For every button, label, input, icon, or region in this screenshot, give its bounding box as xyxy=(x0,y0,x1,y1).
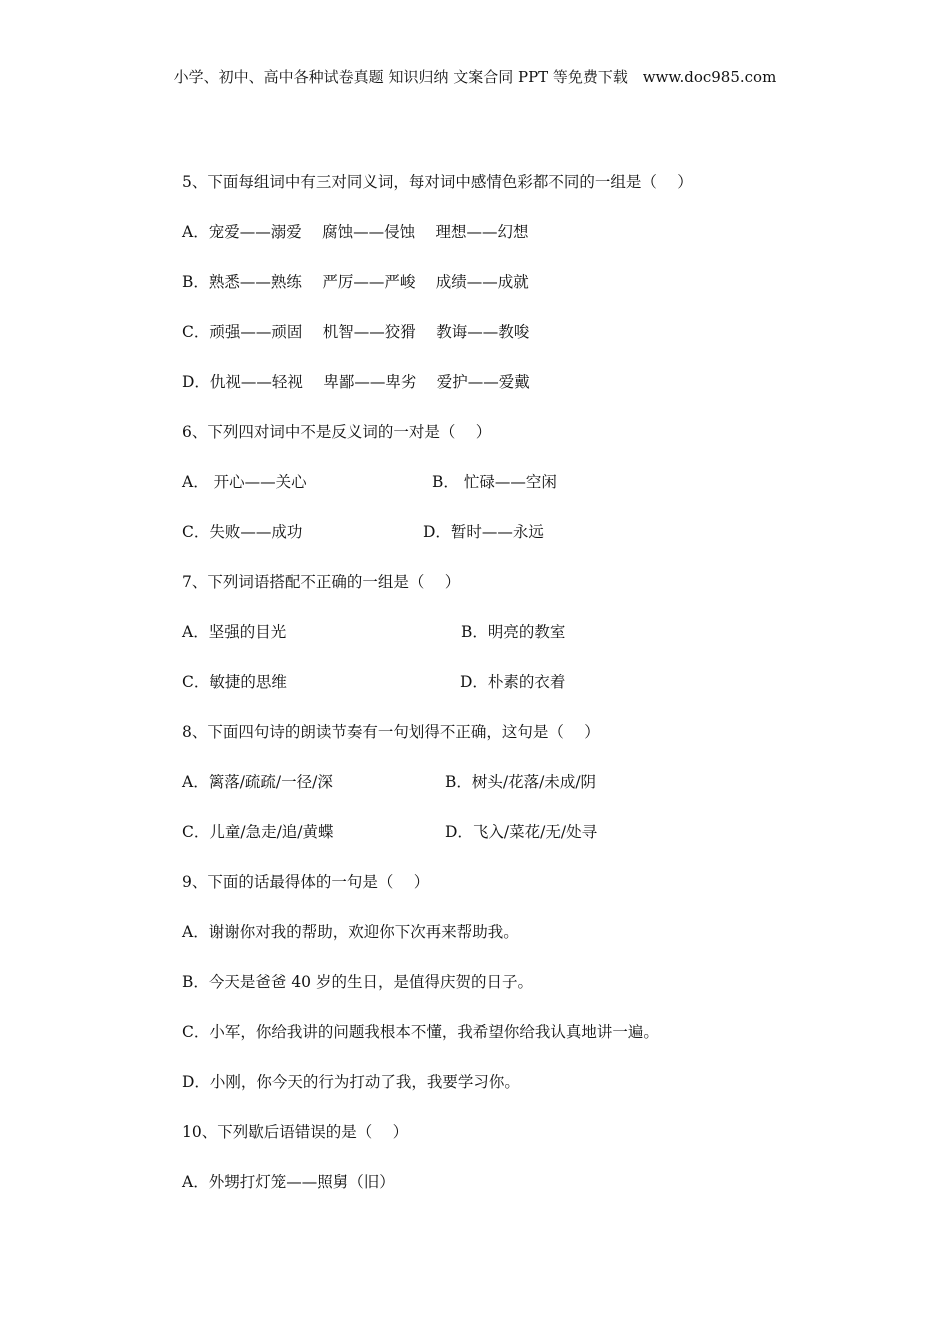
option-d: D．暂时——永远 xyxy=(423,523,544,541)
option-row xyxy=(182,770,902,820)
option-c: C．失败——成功 xyxy=(182,523,303,541)
option-a: A．谢谢你对我的帮助，欢迎你下次再来帮助我。 xyxy=(182,923,519,941)
option-b: B．今天是爸爸 40 岁的生日，是值得庆贺的日子。 xyxy=(182,973,533,991)
question-list xyxy=(182,170,902,1220)
header-url[interactable]: www.doc985.com xyxy=(642,68,777,86)
option-a: A．坚强的目光 xyxy=(182,623,287,641)
option-a: A．篱落/疏疏/一径/深 xyxy=(182,773,333,791)
option-c: C．儿童/急走/追/黄蝶 xyxy=(182,823,334,841)
option-row xyxy=(182,820,902,870)
option-c: C．顽强——顽固 机智——狡猾 教诲——教唆 xyxy=(182,323,530,341)
question-stem: 5、下面每组词中有三对同义词，每对词中感情色彩都不同的一组是（ ） xyxy=(182,173,693,191)
option-row xyxy=(182,670,902,720)
option-b: B．熟悉——熟练 严厉——严峻 成绩——成就 xyxy=(182,273,529,291)
option-b: B．明亮的教室 xyxy=(461,623,566,641)
question-stem: 6、下列四对词中不是反义词的一对是（ ） xyxy=(182,423,492,441)
option-d: D．仇视——轻视 卑鄙——卑劣 爱护——爱戴 xyxy=(182,373,530,391)
option-c: C．小军，你给我讲的问题我根本不懂，我希望你给我认真地讲一遍。 xyxy=(182,1023,659,1041)
option-a: A．外甥打灯笼——照舅（旧） xyxy=(182,1173,395,1191)
option-d: D．飞入/菜花/无/处寻 xyxy=(445,823,598,841)
option-b: B．树头/花落/未成/阴 xyxy=(445,773,597,791)
header-text: 小学、初中、高中各种试卷真题 知识归纳 文案合同 PPT 等免费下载 xyxy=(173,68,628,86)
option-d: D．小刚，你今天的行为打动了我，我要学习你。 xyxy=(182,1073,520,1091)
question-stem: 8、下面四句诗的朗读节奏有一句划得不正确，这句是（ ） xyxy=(182,723,600,741)
option-d: D．朴素的衣着 xyxy=(460,673,566,691)
option-a: A． 开心——关心 xyxy=(182,473,307,491)
option-c: C．敏捷的思维 xyxy=(182,673,287,691)
question-stem: 9、下面的话最得体的一句是（ ） xyxy=(182,873,430,891)
question-stem: 7、下列词语搭配不正确的一组是（ ） xyxy=(182,573,461,591)
page-header xyxy=(0,66,950,87)
option-row xyxy=(182,620,902,670)
question-stem: 10、下列歇后语错误的是（ ） xyxy=(182,1123,409,1141)
option-b: B． 忙碌——空闲 xyxy=(432,473,557,491)
option-a: A．宠爱——溺爱 腐蚀——侵蚀 理想——幻想 xyxy=(182,223,529,241)
option-row xyxy=(182,520,902,570)
option-row xyxy=(182,470,902,520)
